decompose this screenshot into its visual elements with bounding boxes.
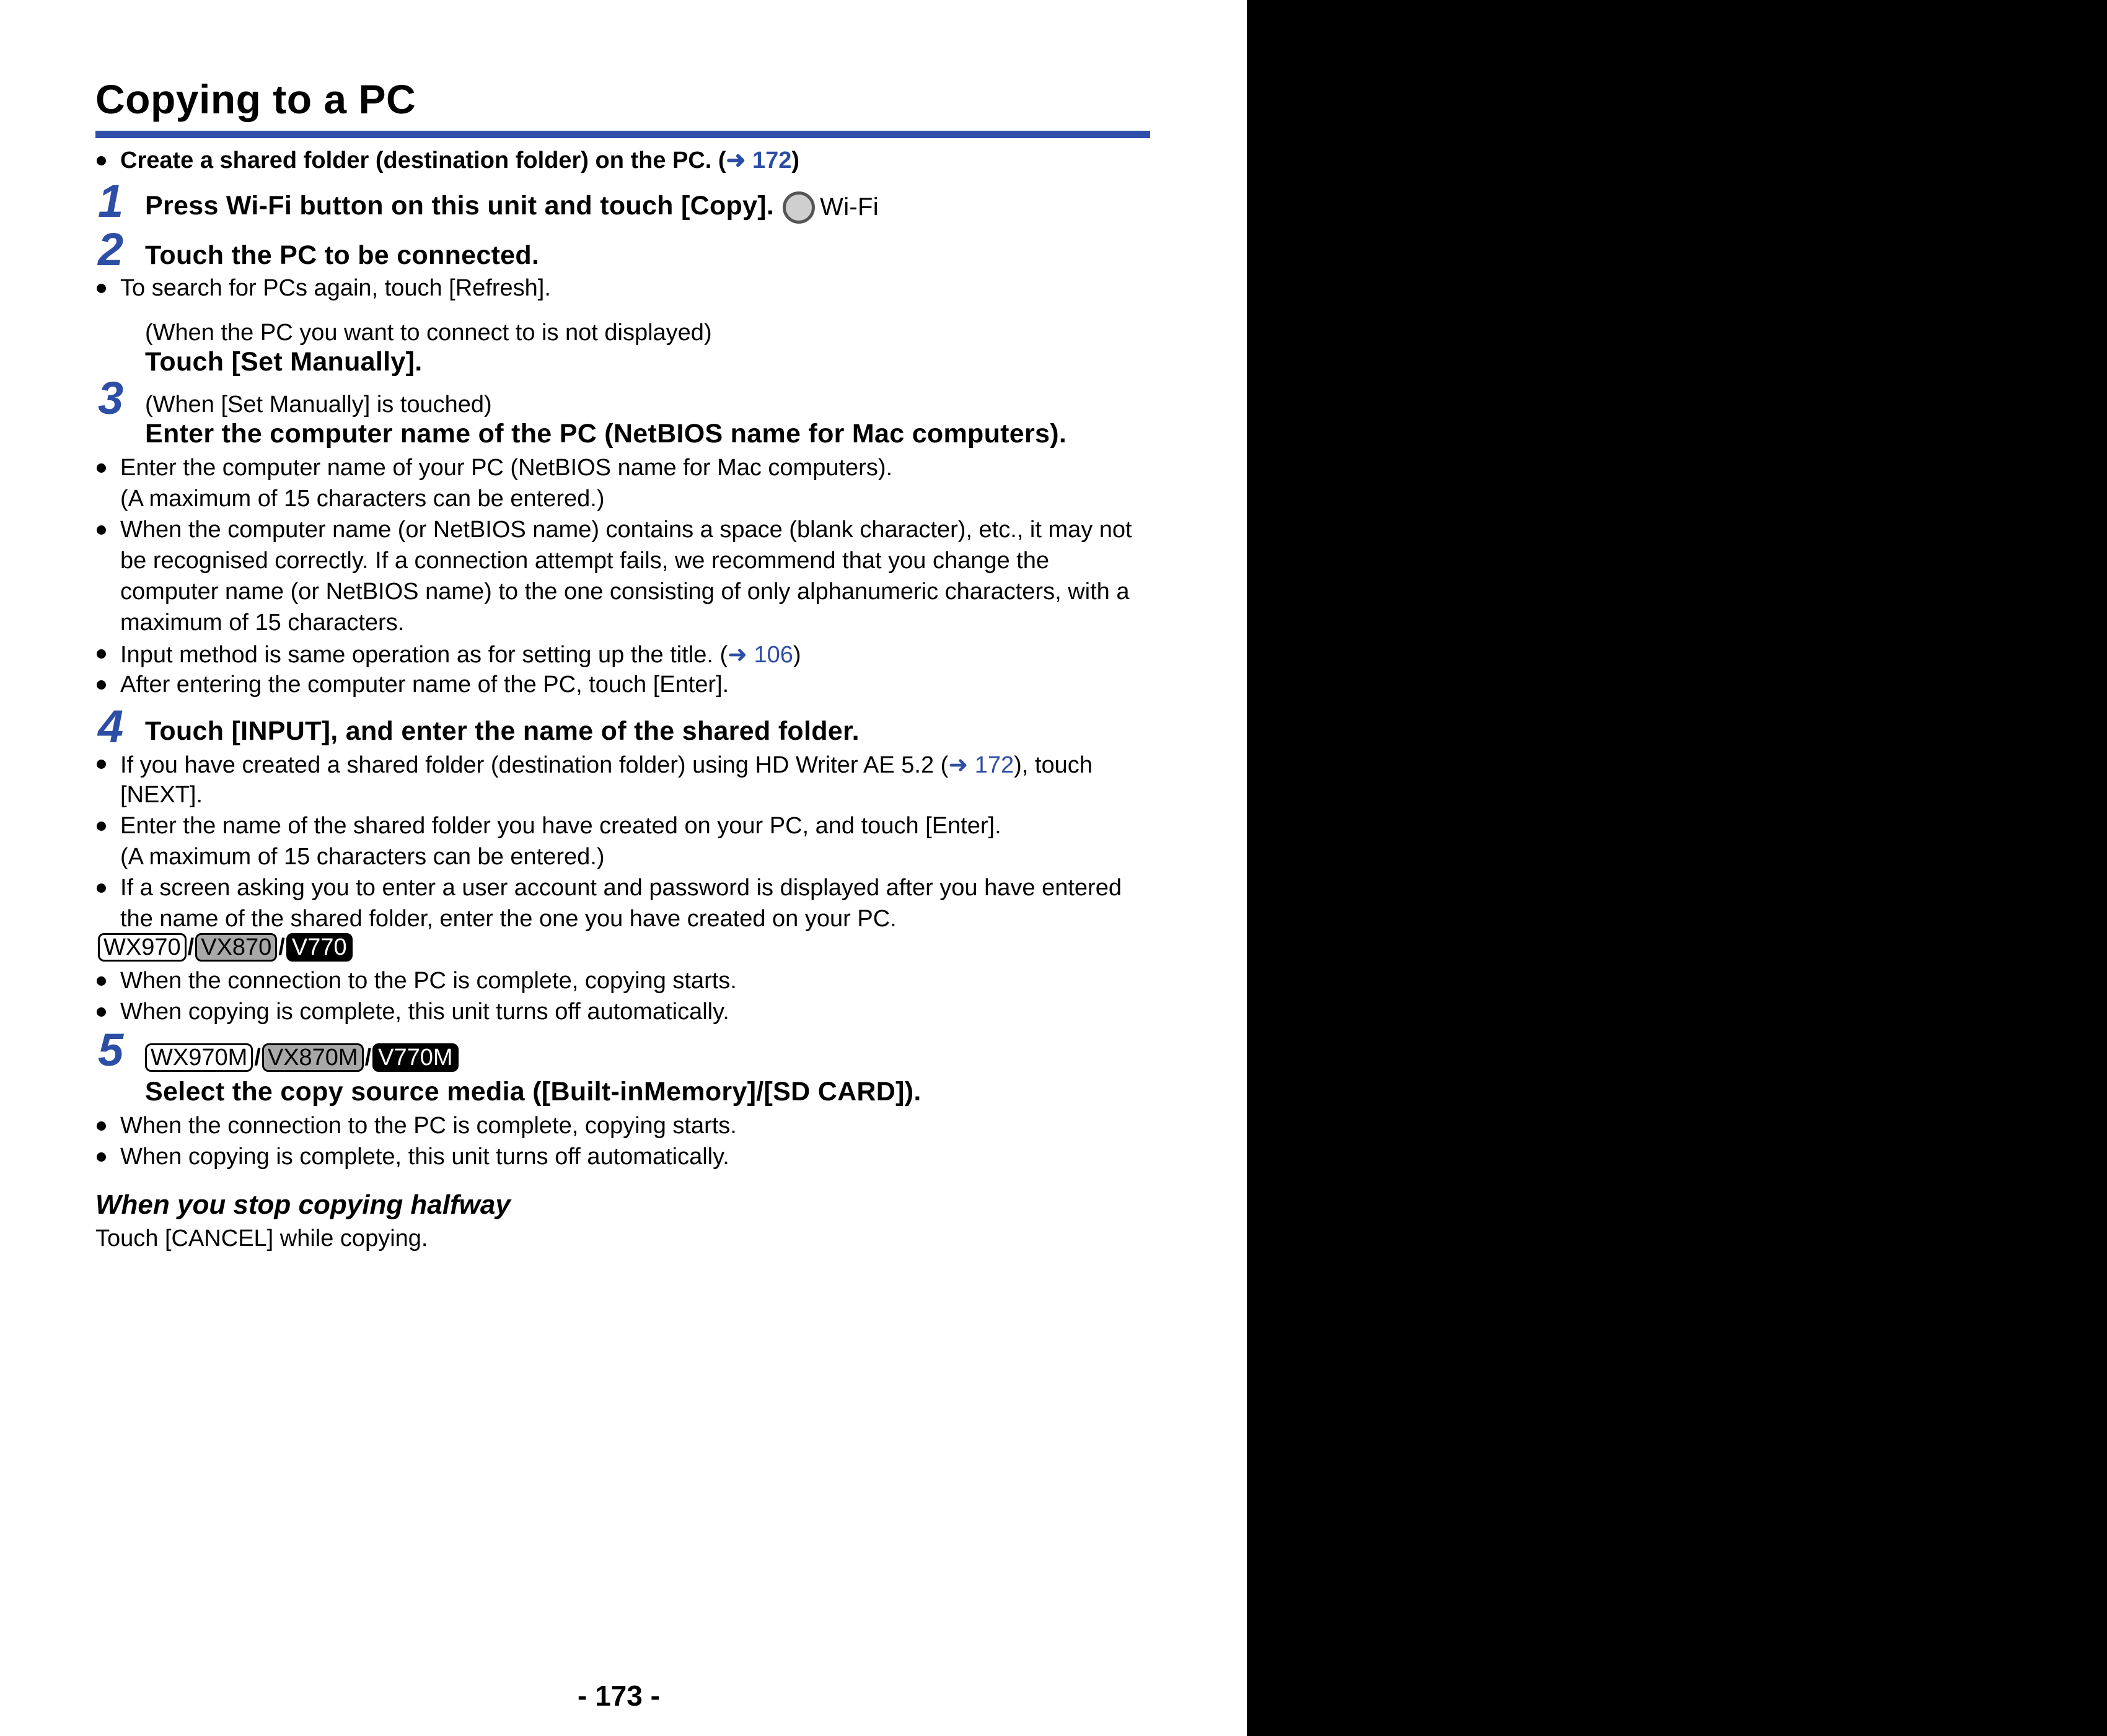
manual-condition: (When the PC you want to connect to is not displayed) bbox=[145, 320, 712, 346]
step3-text: Enter the computer name of the PC (NetBIOS name for Mac computers). bbox=[145, 419, 1067, 449]
step4-bullet3-line2: the name of the shared folder, enter the one you have created on your PC. bbox=[120, 906, 897, 932]
stop-heading: When you stop copying halfway bbox=[95, 1190, 511, 1220]
step3-bullet2-line2: be recognised correctly. If a connection attempt fails, we recommend that you change the bbox=[120, 548, 1049, 574]
step-number: 1 bbox=[98, 175, 124, 227]
step4-text: Touch [INPUT], and enter the name of the shared folder. bbox=[145, 716, 860, 746]
bullet-dot bbox=[97, 976, 106, 986]
step1-text: Press Wi-Fi button on this unit and touch [Copy]. Wi-Fi bbox=[145, 191, 879, 224]
bullet-dot bbox=[97, 1007, 106, 1017]
black-side-panel bbox=[1247, 0, 2107, 1736]
step3-bullet1-line2: (A maximum of 15 characters can be entered.) bbox=[120, 486, 605, 512]
step4-bullet4: When the connection to the PC is complete, copying starts. bbox=[120, 968, 737, 994]
bullet-dot bbox=[97, 649, 106, 659]
model-badge: VX870 bbox=[195, 933, 277, 962]
step5-bullet2: When copying is complete, this unit turns off automatically. bbox=[120, 1144, 729, 1170]
bullet-dot bbox=[97, 822, 106, 831]
wifi-label: Wi-Fi bbox=[820, 193, 879, 221]
page-ref-link[interactable]: ➜ 172 bbox=[726, 147, 792, 173]
step4-bullet1-line1: If you have created a shared folder (destination folder) using HD Writer AE 5.2 (➜ 172), touch bbox=[120, 752, 1093, 778]
manual-action: Touch [Set Manually]. bbox=[145, 347, 423, 377]
page-title: Copying to a PC bbox=[95, 76, 416, 122]
model-badges: WX970 / VX870 / V770 bbox=[98, 933, 353, 962]
title-rule bbox=[95, 131, 1150, 138]
step4-bullet2-line2: (A maximum of 15 characters can be entered.) bbox=[120, 844, 605, 870]
bullet-dot bbox=[97, 883, 106, 893]
step5-bullet1: When the connection to the PC is complete, copying starts. bbox=[120, 1113, 737, 1139]
page-ref-link[interactable]: ➜ 106 bbox=[728, 642, 793, 668]
stop-text: Touch [CANCEL] while copying. bbox=[95, 1225, 428, 1252]
model-badge: VX870M bbox=[262, 1043, 364, 1072]
bullet-dot bbox=[97, 284, 106, 293]
step4-bullet2-line1: Enter the name of the shared folder you have created on your PC, and touch [Enter]. bbox=[120, 813, 1001, 839]
step3-bullet2-line1: When the computer name (or NetBIOS name) contains a space (blank character), etc., it may not bbox=[120, 517, 1132, 543]
bullet-dot bbox=[97, 760, 106, 769]
step3-bullet1-line1: Enter the computer name of your PC (NetBIOS name for Mac computers). bbox=[120, 455, 893, 481]
bullet-dot bbox=[97, 525, 106, 535]
step4-bullet5: When copying is complete, this unit turns off automatically. bbox=[120, 999, 729, 1025]
page-ref-link[interactable]: ➜ 172 bbox=[948, 752, 1014, 778]
bullet-dot bbox=[97, 1152, 106, 1162]
step3-bullet3: Input method is same operation as for setting up the title. (➜ 106) bbox=[120, 642, 801, 668]
bullet-dot bbox=[97, 156, 106, 165]
model-badge: WX970M bbox=[145, 1043, 253, 1072]
model-badge: V770M bbox=[372, 1043, 458, 1072]
step-number: 3 bbox=[98, 372, 124, 424]
step5-text: Select the copy source media ([Built-inMemory]/[SD CARD]). bbox=[145, 1077, 922, 1107]
step3-bullet4: After entering the computer name of the PC, touch [Enter]. bbox=[120, 672, 729, 698]
model-badges: WX970M / VX870M / V770M bbox=[145, 1043, 459, 1072]
model-badge: WX970 bbox=[98, 933, 187, 962]
step-number: 2 bbox=[98, 224, 124, 275]
step-number: 4 bbox=[98, 701, 124, 752]
bullet-dot bbox=[97, 1121, 106, 1131]
step3-bullet2-line3: computer name (or NetBIOS name) to the one consisting of only alphanumeric characters, with a bbox=[120, 579, 1130, 605]
intro-line: Create a shared folder (destination folder) on the PC. (➜ 172) bbox=[120, 147, 800, 173]
page-number: - 173 - bbox=[578, 1680, 660, 1712]
wifi-button-icon bbox=[783, 191, 815, 224]
step4-bullet1-line2: [NEXT]. bbox=[120, 782, 203, 808]
step4-bullet3-line1: If a screen asking you to enter a user account and password is displayed after you have entered bbox=[120, 875, 1122, 901]
step3-condition: (When [Set Manually] is touched) bbox=[145, 392, 492, 418]
step2-bullet: To search for PCs again, touch [Refresh]. bbox=[120, 275, 551, 301]
bullet-dot bbox=[97, 680, 106, 690]
model-badge: V770 bbox=[286, 933, 353, 962]
step2-text: Touch the PC to be connected. bbox=[145, 240, 540, 270]
step-number: 5 bbox=[98, 1024, 124, 1076]
bullet-dot bbox=[97, 463, 106, 473]
step3-bullet2-line4: maximum of 15 characters. bbox=[120, 610, 405, 636]
